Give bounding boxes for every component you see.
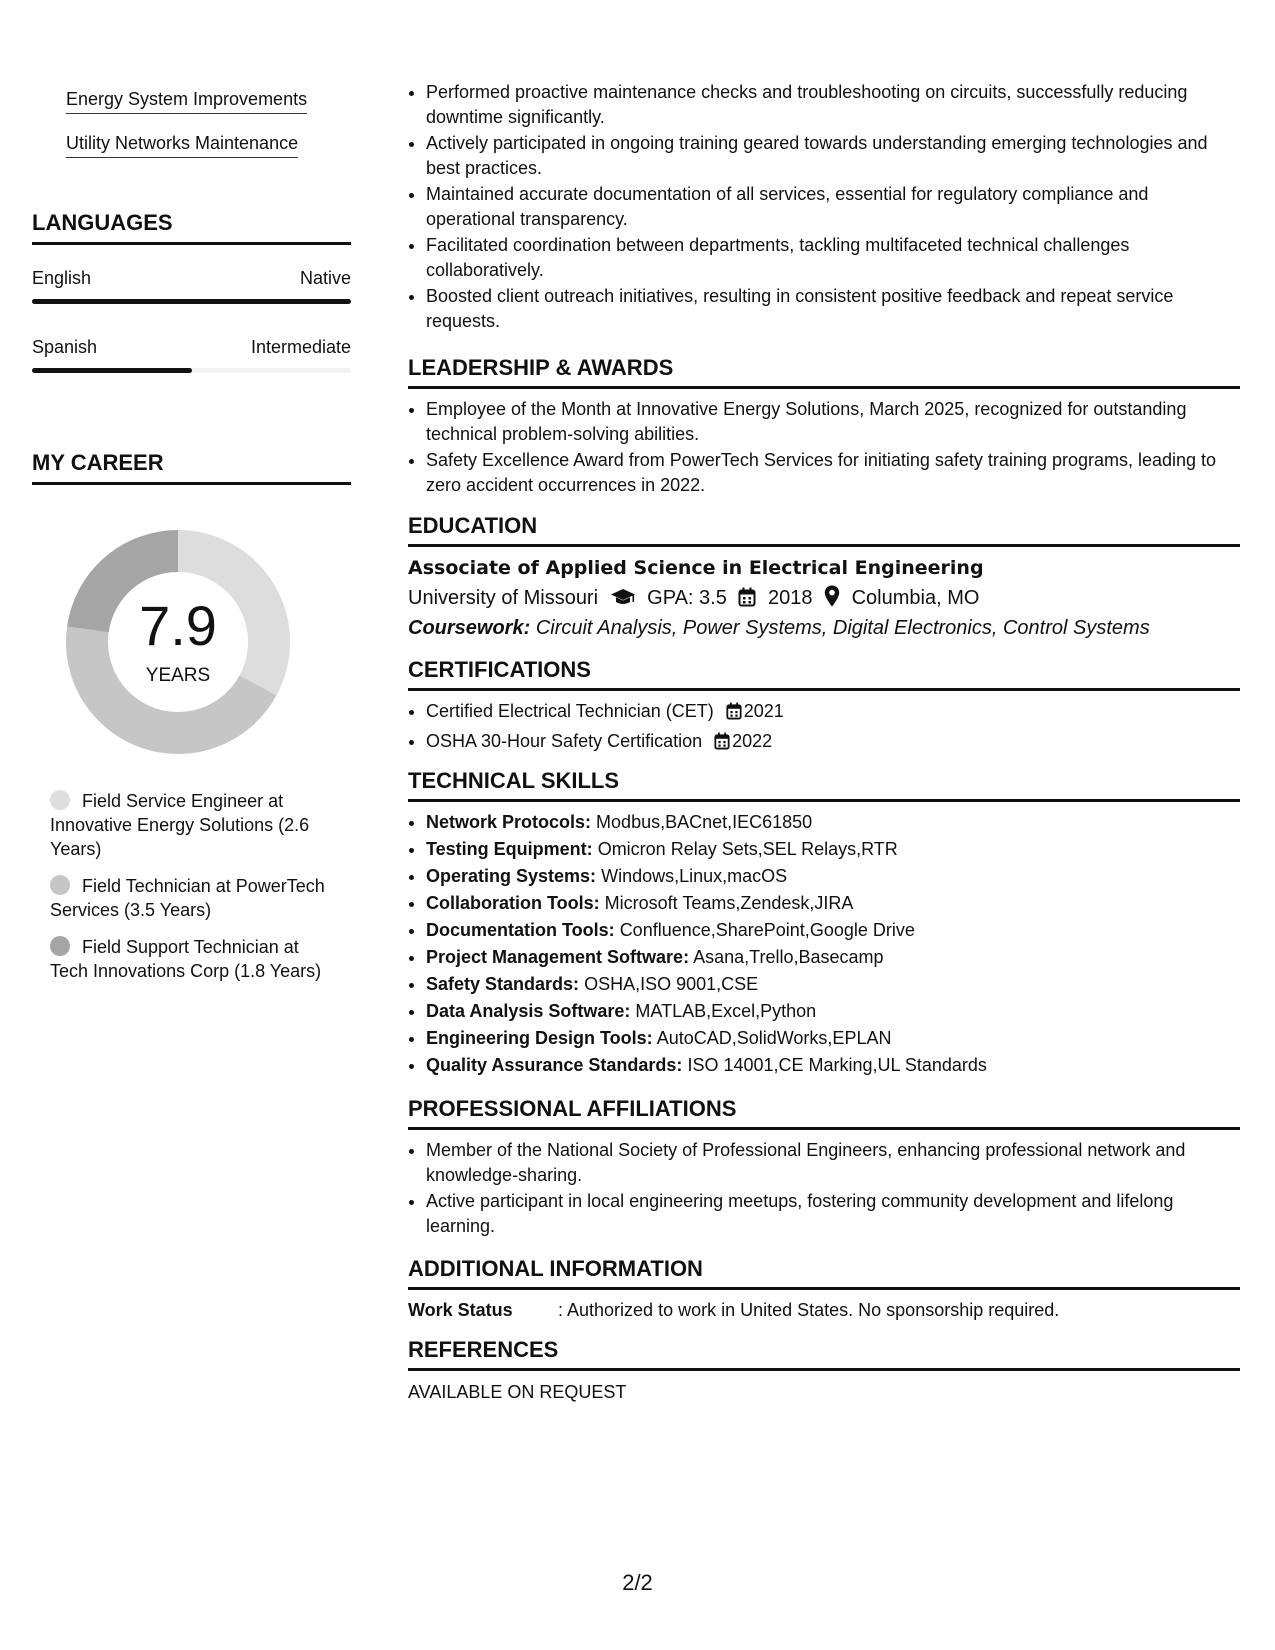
list-item: • Performed proactive maintenance checks and troubleshooting on circuits, successfully reducing downtime significantly. bbox=[426, 80, 1240, 129]
skill-label: Testing Equipment: bbox=[426, 839, 593, 859]
skill-tag: Utility Networks Maintenance bbox=[66, 131, 298, 158]
gpa: GPA: 3.5 bbox=[647, 587, 727, 609]
list-item bbox=[426, 864, 1240, 889]
affiliations-list bbox=[408, 1138, 1240, 1240]
additional-info-heading: ADDITIONAL INFORMATION bbox=[408, 1254, 1240, 1290]
coursework-label: Coursework: bbox=[408, 617, 531, 639]
list-item bbox=[426, 1053, 1240, 1078]
career-legend-text: Field Support Technician at Tech Innovations Corp (1.8 Years) bbox=[50, 937, 322, 981]
affiliations-heading: PROFESSIONAL AFFILIATIONS bbox=[408, 1094, 1240, 1130]
language-proficiency-bar bbox=[32, 368, 351, 373]
page-number: 2/2 bbox=[622, 1570, 653, 1595]
list-item bbox=[426, 918, 1240, 943]
language-level: Intermediate bbox=[250, 337, 351, 357]
leadership-list bbox=[408, 397, 1240, 499]
skill-label: Safety Standards: bbox=[426, 974, 580, 994]
career-legend-text: Field Technician at PowerTech Services (3.5 Years) bbox=[50, 876, 325, 920]
skill-label: Quality Assurance Standards: bbox=[426, 1055, 683, 1075]
skill-value: Asana,Trello,Basecamp bbox=[693, 947, 884, 967]
certification-year: 2022 bbox=[732, 730, 773, 751]
references-text: AVAILABLE ON REQUEST bbox=[408, 1382, 627, 1402]
skill-value: AutoCAD,SolidWorks,EPLAN bbox=[656, 1028, 892, 1048]
list-item bbox=[426, 945, 1240, 970]
language-proficiency-fill bbox=[32, 368, 192, 373]
list-item bbox=[426, 810, 1240, 835]
languages-heading: LANGUAGES bbox=[32, 208, 351, 245]
skill-value: Omicron Relay Sets,SEL Relays,RTR bbox=[597, 839, 898, 859]
technical-skills-list bbox=[408, 810, 1240, 1080]
skill-label: Collaboration Tools: bbox=[426, 893, 600, 913]
skill-label: Engineering Design Tools: bbox=[426, 1028, 653, 1048]
location-pin-icon bbox=[824, 585, 840, 615]
career-legend-item bbox=[50, 935, 330, 983]
list-item: • Maintained accurate documentation of all services, essential for regulatory compliance and operational transparency. bbox=[426, 182, 1240, 231]
language-row bbox=[32, 335, 351, 359]
career-legend-item bbox=[50, 874, 330, 922]
skill-value: Confluence,SharePoint,Google Drive bbox=[619, 920, 915, 940]
graduation-cap-icon bbox=[610, 587, 636, 615]
list-item: • Employee of the Month at Innovative Energy Solutions, March 2025, recognized for outstanding technical problem-solving abilities. bbox=[426, 397, 1240, 446]
skill-value: Modbus,BACnet,IEC61850 bbox=[596, 812, 813, 832]
skill-tag: Energy System Improvements bbox=[66, 87, 307, 114]
language-proficiency-fill bbox=[32, 299, 351, 304]
work-status-label: Work Status bbox=[408, 1300, 513, 1320]
skill-label: Documentation Tools: bbox=[426, 920, 615, 940]
calendar-icon bbox=[738, 587, 756, 615]
certification-name: Certified Electrical Technician (CET) bbox=[426, 701, 714, 721]
list-item bbox=[426, 1026, 1240, 1051]
education-degree bbox=[408, 554, 1240, 582]
calendar-icon bbox=[714, 732, 730, 757]
certifications-list bbox=[408, 699, 1240, 758]
certification-year: 2021 bbox=[743, 701, 784, 721]
list-item: • Safety Excellence Award from PowerTech Services for initiating safety training programs, leading to zero accident occurrences in 2022. bbox=[426, 448, 1240, 497]
school-location: Columbia, MO bbox=[851, 587, 980, 609]
skill-label: Data Analysis Software: bbox=[426, 1001, 631, 1021]
skill-value: MATLAB,Excel,Python bbox=[635, 1001, 817, 1021]
career-total-unit: YEARS bbox=[145, 665, 211, 686]
language-row bbox=[32, 266, 351, 290]
certifications-heading: CERTIFICATIONS bbox=[408, 655, 1240, 691]
school-name: University of Missouri bbox=[408, 587, 599, 609]
coursework-list: Circuit Analysis, Power Systems, Digital Electronics, Control Systems bbox=[535, 617, 1150, 639]
legend-dot-icon bbox=[50, 875, 70, 895]
career-legend-item bbox=[50, 789, 330, 861]
legend-dot-icon bbox=[50, 790, 70, 810]
skill-value: OSHA,ISO 9001,CSE bbox=[584, 974, 759, 994]
career-total-years: 7.9 bbox=[139, 594, 217, 657]
technical-skills-heading: TECHNICAL SKILLS bbox=[408, 766, 1240, 802]
education-heading: EDUCATION bbox=[408, 511, 1240, 547]
list-item: • Facilitated coordination between departments, tackling multifaceted technical challenges collaboratively. bbox=[426, 233, 1240, 282]
skill-label: Network Protocols: bbox=[426, 812, 592, 832]
graduation-year: 2018 bbox=[767, 587, 813, 609]
skill-value: Microsoft Teams,Zendesk,JIRA bbox=[604, 893, 854, 913]
career-heading: MY CAREER bbox=[32, 448, 351, 485]
list-item: • Member of the National Society of Professional Engineers, enhancing professional network and knowledge-sharing. bbox=[426, 1138, 1240, 1187]
list-item bbox=[426, 699, 1240, 727]
work-status-value: : Authorized to work in United States. No sponsorship required. bbox=[558, 1300, 1060, 1320]
list-item bbox=[426, 972, 1240, 997]
list-item bbox=[426, 729, 1240, 757]
language-level: Native bbox=[299, 268, 351, 288]
skill-value: ISO 14001,CE Marking,UL Standards bbox=[687, 1055, 987, 1075]
list-item: • Active participant in local engineering meetups, fostering community development and lifelong learning. bbox=[426, 1189, 1240, 1238]
list-item bbox=[426, 891, 1240, 916]
list-item: • Boosted client outreach initiatives, resulting in consistent positive feedback and repeat service requests. bbox=[426, 284, 1240, 333]
experience-bullets bbox=[408, 80, 1240, 335]
career-legend-text: Field Service Engineer at Innovative Energy Solutions (2.6 Years) bbox=[50, 791, 310, 859]
list-item: • Actively participated in ongoing training geared towards understanding emerging technologies and best practices. bbox=[426, 131, 1240, 180]
list-item bbox=[426, 837, 1240, 862]
language-proficiency-bar bbox=[32, 299, 351, 304]
skill-value: Windows,Linux,macOS bbox=[601, 866, 788, 886]
language-name: English bbox=[32, 268, 92, 288]
calendar-icon bbox=[726, 702, 742, 727]
certification-name: OSHA 30-Hour Safety Certification bbox=[426, 730, 703, 751]
work-status-row bbox=[408, 1298, 1240, 1322]
language-name: Spanish bbox=[32, 337, 98, 357]
skill-label: Project Management Software: bbox=[426, 947, 690, 967]
career-donut-chart bbox=[66, 530, 290, 754]
skill-label: Operating Systems: bbox=[426, 866, 597, 886]
education-details bbox=[408, 584, 1240, 615]
legend-dot-icon bbox=[50, 936, 70, 956]
list-item bbox=[426, 999, 1240, 1024]
degree-title: Associate of Applied Science in Electrical Engineering bbox=[408, 557, 984, 579]
references-heading: REFERENCES bbox=[408, 1335, 1240, 1371]
education-coursework bbox=[408, 614, 1240, 642]
leadership-heading: LEADERSHIP & AWARDS bbox=[408, 353, 1240, 389]
